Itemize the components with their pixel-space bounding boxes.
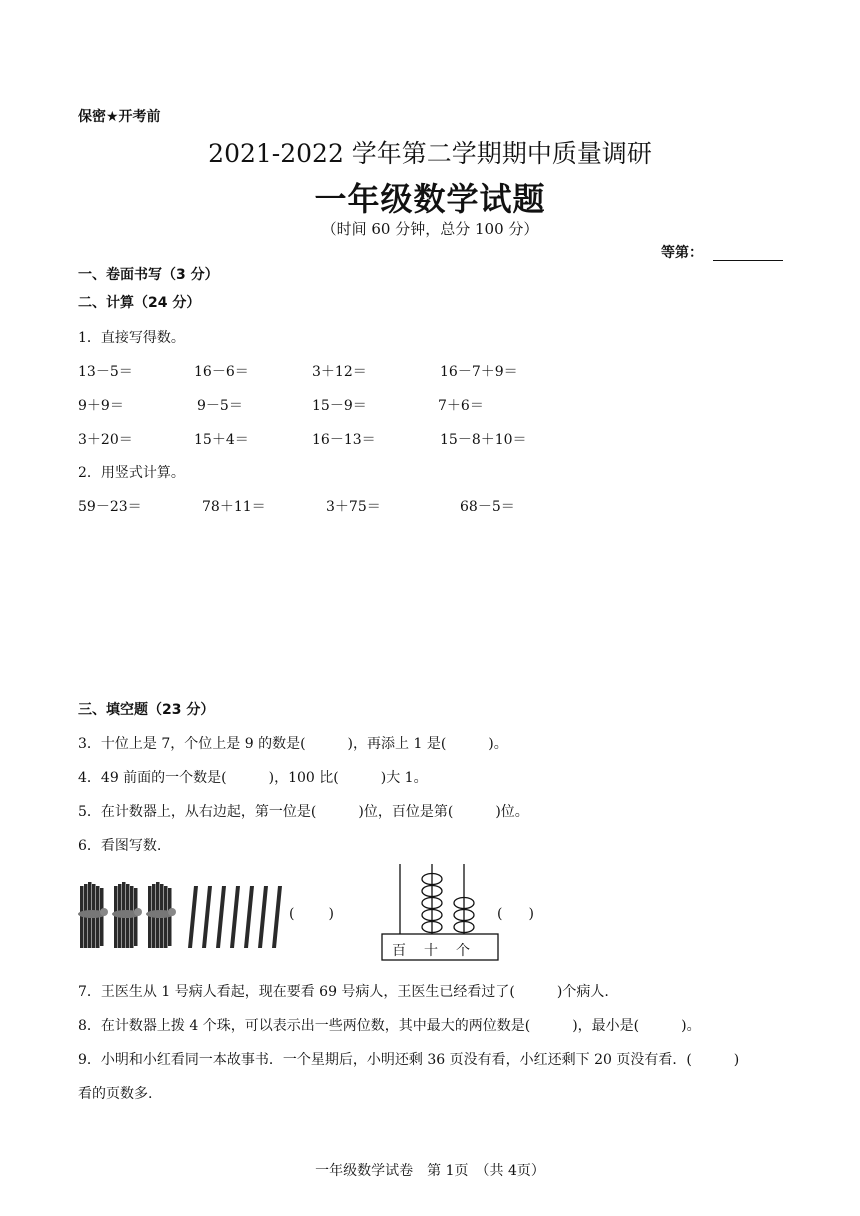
calc-item: 9－5＝ [197,398,243,414]
calc-item: 16－7＋9＝ [440,364,518,380]
vertical-calc-item: 59－23＝ [78,499,142,515]
calc-item: 16－6＝ [194,364,249,380]
grade-blank-line [713,260,783,261]
question2-title: 2．用竖式计算。 [78,465,185,481]
calc-item: 13－5＝ [78,364,133,380]
vertical-calc-item: 78＋11＝ [202,499,266,515]
question9-line2: 看的页数多. [78,1086,153,1102]
question3: 3．十位上是 7，个位上是 9 的数是( )，再添上 1 是( )。 [78,736,508,752]
grade-label: 等第： [661,245,703,261]
question8: 8．在计数器上拨 4 个珠，可以表示出一些两位数，其中最大的两位数是( )，最小是( )。 [78,1018,701,1034]
vertical-calc-item: 3＋75＝ [326,499,381,515]
answer-paren-abacus[interactable]: ( ) [497,906,534,922]
section2-title: 二、计算（24 分） [78,295,201,311]
question4: 4．49 前面的一个数是( )，100 比( )大 1。 [78,770,428,786]
question6-title: 6．看图写数. [78,838,162,854]
exam-title: 2021-2022 学年第二学期期中质量调研 [208,139,652,168]
question9-line1: 9．小明和小红看同一本故事书．一个星期后，小明还剩 36 页没有看，小红还剩下 20 页没有看．( ) [78,1052,740,1068]
calc-item: 15－8＋10＝ [440,432,527,448]
question1-title: 1．直接写得数。 [78,330,185,346]
stick-bundles-picture [76,880,286,950]
abacus-label-tens: 十 [424,943,438,959]
section1-title: 一、卷面书写（3 分） [78,267,219,283]
confidential-label: 保密★开考前 [78,109,161,125]
calc-item: 15－9＝ [312,398,367,414]
stick-bundle [78,882,108,948]
calc-item: 16－13＝ [312,432,376,448]
answer-paren-sticks[interactable]: ( ) [289,906,334,922]
question5: 5．在计数器上，从右边起，第一位是( )位，百位是第( )位。 [78,804,529,820]
vertical-calc-item: 68－5＝ [460,499,515,515]
abacus-label-hundreds: 百 [392,943,406,959]
page-footer: 一年级数学试卷 第 1页 （共 4页） [315,1163,545,1179]
question7: 7．王医生从 1 号病人看起，现在要看 69 号病人，王医生已经看过了( )个病人. [78,984,609,1000]
section3-title: 三、填空题（23 分） [78,702,215,718]
stick-bundle [112,882,142,948]
subject-title: 一年级数学试题 [314,180,546,218]
time-note: （时间 60 分钟，总分 100 分） [321,220,539,238]
single-sticks [188,886,282,948]
calc-item: 7＋6＝ [438,398,484,414]
calc-item: 3＋12＝ [312,364,367,380]
calc-item: 9＋9＝ [78,398,124,414]
calc-item: 3＋20＝ [78,432,133,448]
stick-bundle [146,882,176,948]
calc-item: 15＋4＝ [194,432,249,448]
abacus-label-ones: 个 [456,943,470,959]
